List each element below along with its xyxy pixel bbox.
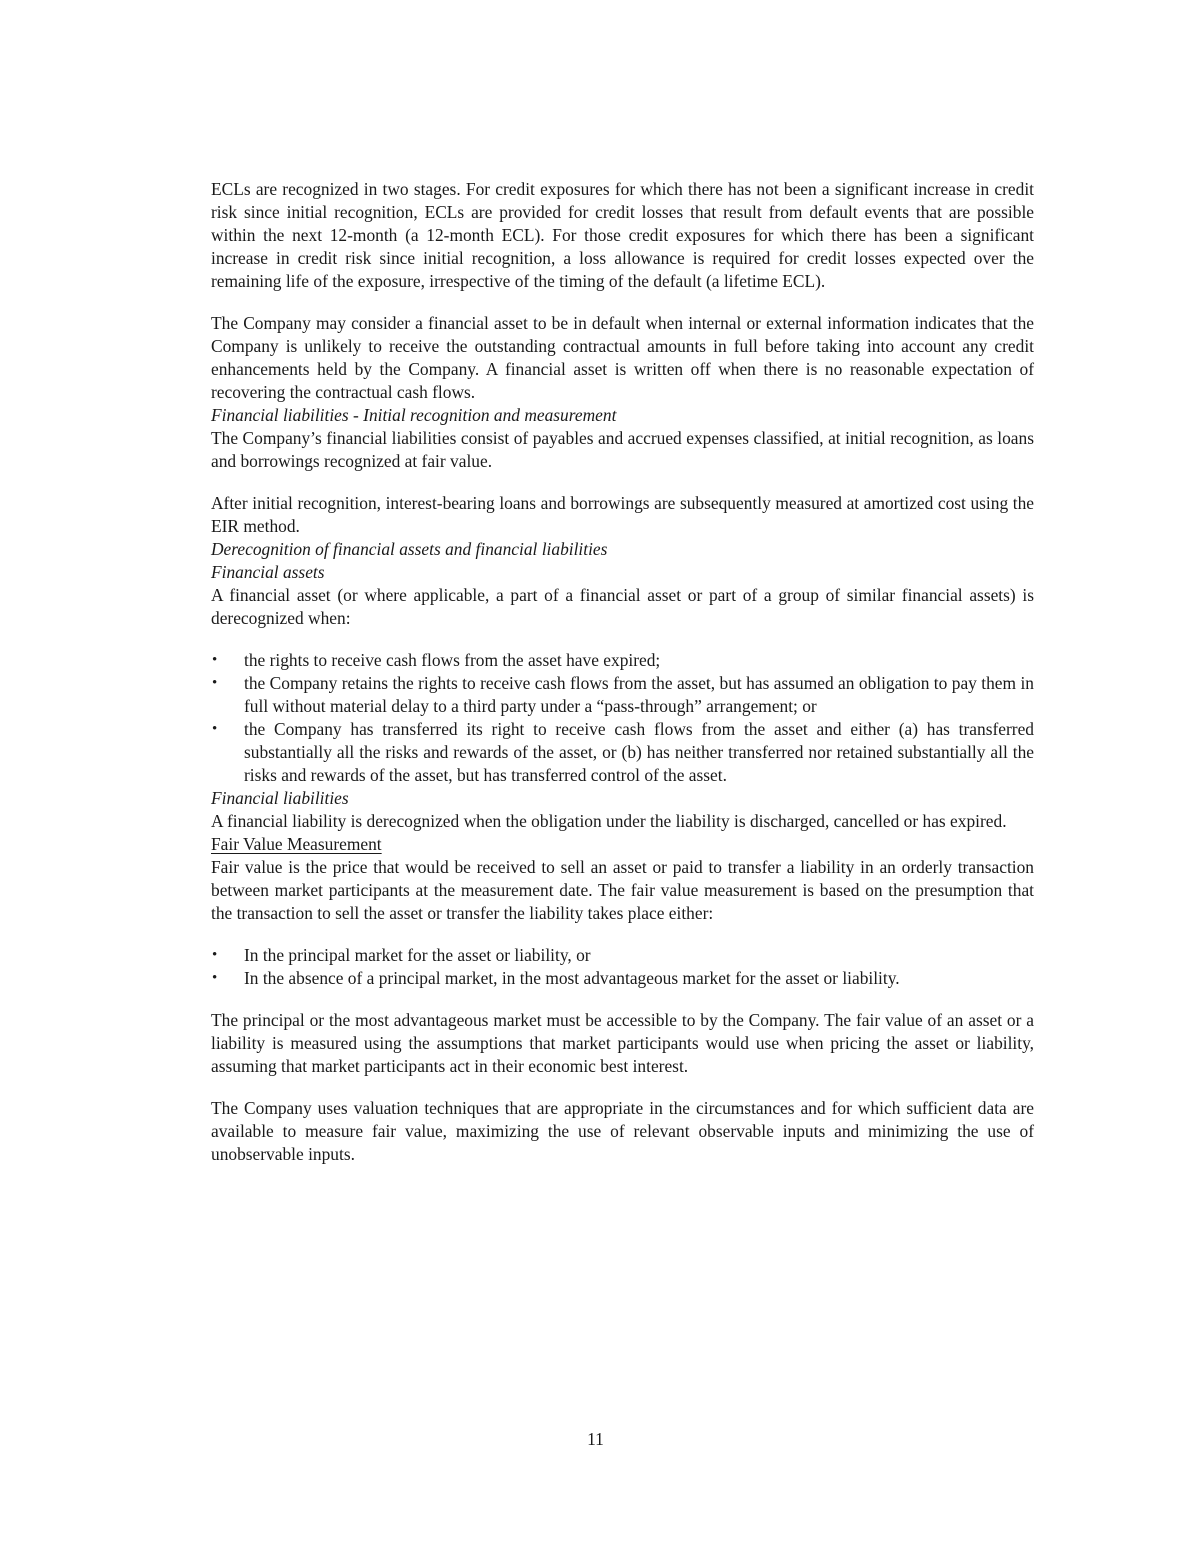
- financial-assets-subheading: Financial assets: [211, 562, 325, 582]
- financial-liabilities-derecognition-paragraph: A financial liability is derecognized when the obligation under the liability is discharged, cancelled or has expired.: [211, 811, 1007, 831]
- list-item: [211, 718, 1034, 787]
- fair-value-heading: Fair Value Measurement: [211, 834, 382, 854]
- bullet-icon: •: [212, 721, 218, 737]
- fair-value-definition-paragraph: Fair value is the price that would be received to sell an asset or paid to transfer a liability in an orderly transaction between market participants at the measurement date. The fair value measurement is based on the presumption that the transaction to sell the asset or transfer the liability takes place either:: [211, 857, 1034, 923]
- default-definition-paragraph: The Company may consider a financial asset to be in default when internal or external information indicates that the Company is unlikely to receive the outstanding contractual amounts in full before taking into account any credit enhancements held by the Company. A financial asset is written off when there is no reasonable expectation of recovering the contractual cash flows.: [211, 313, 1034, 402]
- principal-market-paragraph: The principal or the most advantageous market must be accessible to by the Company. The fair value of an asset or a liability is measured using the assumptions that market participants would use when pricing the asset or liability, assuming that market participants act in their economic best interest.: [211, 1010, 1034, 1076]
- valuation-techniques-paragraph: The Company uses valuation techniques that are appropriate in the circumstances and for which sufficient data are available to measure fair value, maximizing the use of relevant observable inputs and minimizing the use of unobservable inputs.: [211, 1098, 1034, 1164]
- fair-value-markets-list: [211, 944, 1034, 990]
- list-item-text: the rights to receive cash flows from the asset have expired;: [244, 650, 661, 670]
- subsequent-measurement-paragraph: After initial recognition, interest-bearing loans and borrowings are subsequently measured at amortized cost using the EIR method.: [211, 493, 1034, 536]
- document-page: [211, 178, 1034, 1166]
- list-item-text: the Company has transferred its right to receive cash flows from the asset and either (a) has transferred substantially all the risks and rewards of the asset, or (b) has neither transferred nor retained substantially all the risks and rewards of the asset, but has transferred control of the asset.: [244, 719, 1034, 785]
- derecognition-heading: Derecognition of financial assets and financial liabilities: [211, 539, 608, 559]
- list-item-text: In the absence of a principal market, in the most advantageous market for the asset or liability.: [244, 968, 900, 988]
- list-item: [211, 944, 1034, 967]
- bullet-icon: •: [212, 652, 218, 668]
- financial-assets-intro-paragraph: A financial asset (or where applicable, a part of a financial asset or part of a group of similar financial assets) is derecognized when:: [211, 585, 1034, 628]
- derecognition-conditions-list: [211, 649, 1034, 787]
- page-number: 11: [587, 1429, 604, 1449]
- financial-liabilities-initial-heading: Financial liabilities - Initial recognition and measurement: [211, 405, 617, 425]
- bullet-icon: •: [212, 970, 218, 986]
- list-item-text: the Company retains the rights to receive cash flows from the asset, but has assumed an obligation to pay them in full without material delay to a third party under a “pass-through” arrangement; or: [244, 673, 1034, 716]
- list-item: [211, 649, 1034, 672]
- ecl-stages-paragraph: ECLs are recognized in two stages. For credit exposures for which there has not been a significant increase in credit risk since initial recognition, ECLs are provided for credit losses that result from default events that are possible within the next 12-month (a 12-month ECL). For those credit exposures for which there has been a significant increase in credit risk since initial recognition, a loss allowance is required for credit losses expected over the remaining life of the exposure, irrespective of the timing of the default (a lifetime ECL).: [211, 179, 1034, 291]
- list-item-text: In the principal market for the asset or liability, or: [244, 945, 591, 965]
- bullet-icon: •: [212, 947, 218, 963]
- list-item: [211, 967, 1034, 990]
- bullet-icon: •: [212, 675, 218, 691]
- financial-liabilities-subheading: Financial liabilities: [211, 788, 349, 808]
- financial-liabilities-composition-paragraph: The Company’s financial liabilities consist of payables and accrued expenses classified, at initial recognition, as loans and borrowings recognized at fair value.: [211, 428, 1034, 471]
- list-item: [211, 672, 1034, 718]
